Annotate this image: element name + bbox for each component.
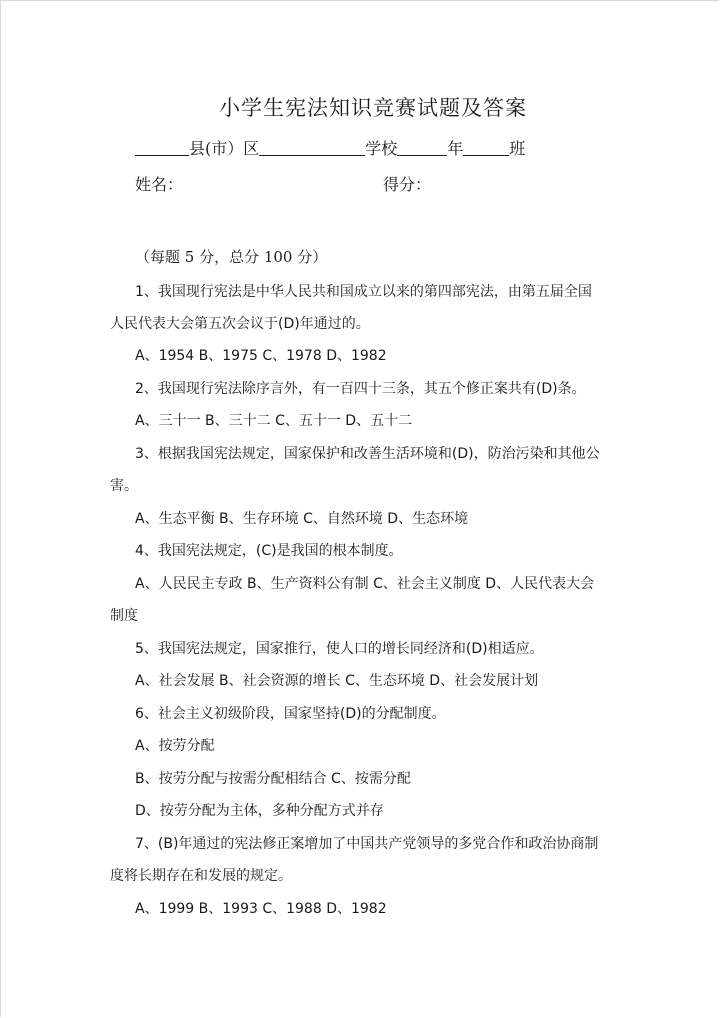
county-label: 县(市）区 [189,139,260,158]
question-6-option-d: D、按劳分配为主体，多种分配方式并存 [135,803,384,819]
year-blank [397,139,447,156]
question-5-line-1: 5、我国宪法规定，国家推行，使人口的增长同经济和(D)相适应。 [135,641,544,657]
question-3-options: A、生态平衡 B、生存环境 C、自然环境 D、生态环境 [135,511,469,527]
question-4-options: A、人民民主专政 B、生产资料公有制 C、社会主义制度 D、人民代表大会 [135,576,595,592]
question-1-line-2: 人民代表大会第五次会议于(D)年通过的。 [110,316,370,332]
question-7-line-1: 7、(B)年通过的宪法修正案增加了中国共产党领导的多党合作和政治协商制 [135,836,599,852]
question-3-line-2: 害。 [110,478,138,494]
question-1-options: A、1954 B、1975 C、1978 D、1982 [135,348,387,364]
question-6-line-1: 6、社会主义初级阶段，国家坚持(D)的分配制度。 [135,706,446,722]
question-1-line-1: 1、我国现行宪法是中华人民共和国成立以来的第四部宪法，由第五届全国 [135,284,592,300]
question-7-options: A、1999 B、1993 C、1988 D、1982 [135,901,387,917]
county-blank [135,139,189,156]
question-5-options: A、社会发展 B、社会资源的增长 C、生态环境 D、社会发展计划 [135,673,539,689]
year-label: 年 [447,139,464,158]
class-blank [463,139,509,156]
question-7-line-2: 度将长期存在和发展的规定。 [110,868,292,884]
school-label: 学校 [365,139,398,158]
question-2-options: A、三十一 B、三十二 C、五十一 D、五十二 [135,413,413,429]
school-info-line [135,136,525,159]
question-3-line-1: 3、根据我国宪法规定，国家保护和改善生活环境和(D)，防治污染和其他公 [135,446,600,462]
name-label: 姓名： [135,175,184,194]
score-note: （每题 5 分，总分 100 分） [135,248,328,266]
question-6-option-bc: B、按劳分配与按需分配相结合 C、按需分配 [135,771,411,787]
question-6-option-a: A、按劳分配 [135,738,215,754]
district-blank [259,139,365,156]
question-4-line-1: 4、我国宪法规定，(C)是我国的根本制度。 [135,543,403,559]
class-label: 班 [509,139,526,158]
question-4-options-cont: 制度 [110,608,138,624]
page-title: 小学生宪法知识竞赛试题及答案 [219,96,527,120]
score-label: 得分： [383,175,432,194]
question-2-line-1: 2、我国现行宪法除序言外，有一百四十三条，其五个修正案共有(D)条。 [135,381,586,397]
